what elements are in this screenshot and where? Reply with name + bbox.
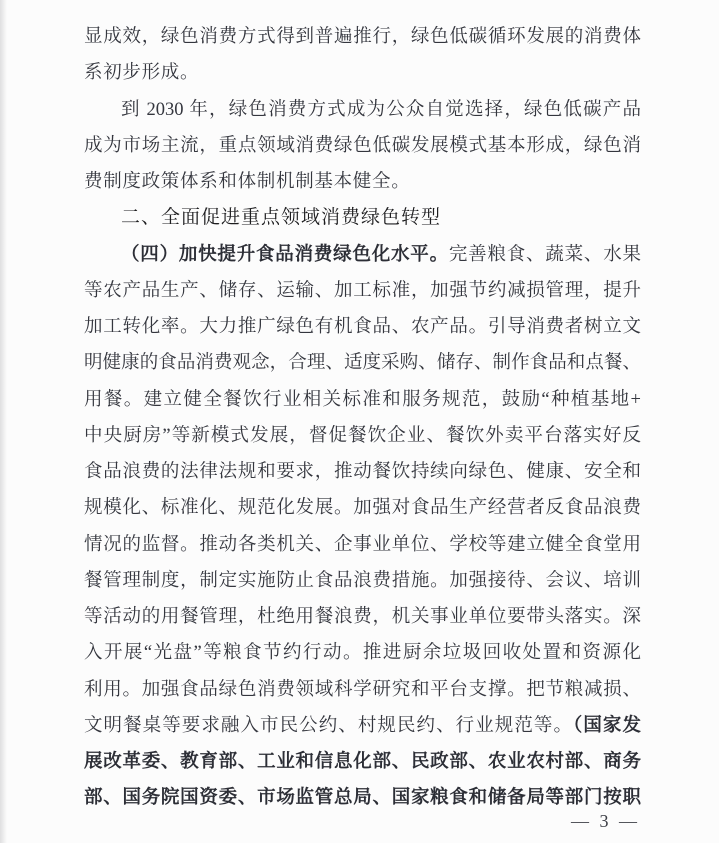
text-line	[84, 780, 641, 816]
document-lines	[84, 19, 641, 817]
text-line	[84, 273, 641, 309]
text-line	[84, 418, 641, 454]
text-segment: 成为市场主流，重点领域消费绿色低碳发展模式基本形成，绿色消	[84, 135, 641, 156]
text-line	[84, 490, 641, 526]
text-segment: 用餐。建立健全餐饮行业相关标准和服务规范，鼓励“种植基地+	[84, 389, 641, 410]
text-segment: 费制度政策体系和体制机制基本健全。	[84, 172, 411, 192]
text-segment: 完善粮食、蔬菜、水果	[448, 244, 641, 265]
text-line	[84, 527, 641, 563]
text-line	[84, 55, 641, 91]
text-segment: 到 2030 年，绿色消费方式成为公众自觉选择，绿色低碳产品	[121, 99, 641, 120]
scan-edge-shade	[0, 0, 7, 843]
text-line	[84, 345, 641, 381]
text-line	[84, 599, 641, 635]
text-line	[84, 309, 641, 345]
text-line	[84, 237, 641, 273]
text-line	[84, 708, 641, 744]
text-segment: 规模化、标准化、规范化发展。加强对食品生产经营者反食品浪费	[84, 498, 641, 519]
text-segment: 食品浪费的法律法规和要求，推动餐饮持续向绿色、健康、安全和	[84, 462, 641, 482]
text-segment: 展改革委、教育部、工业和信息化部、民政部、农业农村部、商务	[84, 752, 641, 772]
text-segment: （国家发	[573, 715, 641, 736]
text-line	[84, 563, 641, 599]
text-line	[84, 128, 641, 164]
text-segment: 部、国务院国资委、市场监管总局、国家粮食和储备局等部门按职	[84, 788, 641, 809]
text-segment: 餐管理制度，制定实施防止食品浪费措施。加强接待、会议、培训	[84, 570, 641, 591]
text-segment: 明健康的食品消费观念，合理、适度采购、储存、制作食品和点餐、	[84, 353, 641, 374]
text-segment: （四）加快提升食品消费绿色化水平。	[121, 244, 449, 265]
text-line	[84, 454, 641, 490]
text-segment: 二、全面促进重点领域消费绿色转型	[121, 207, 442, 229]
text-line	[84, 635, 641, 671]
text-segment: 情况的监督。推动各类机关、企事业单位、学校等建立健全食堂用	[84, 534, 641, 555]
text-line	[84, 19, 641, 55]
text-line	[84, 164, 641, 200]
text-segment: 加工转化率。大力推广绿色有机食品、农产品。引导消费者树立文	[84, 317, 641, 337]
text-line	[84, 744, 641, 780]
text-segment: 等活动的用餐管理，杜绝用餐浪费，机关事业单位要带头落实。深	[84, 607, 641, 627]
text-segment: 中央厨房”等新模式发展，督促餐饮企业、餐饮外卖平台落实好反	[84, 425, 641, 446]
text-line	[84, 382, 641, 418]
text-segment: 入开展“光盘”等粮食节约行动。推进厨余垃圾回收处置和资源化	[84, 643, 641, 664]
text-line	[84, 92, 641, 128]
section-heading	[84, 200, 641, 236]
page-number: — 3 —	[571, 811, 640, 831]
text-segment: 等农产品生产、储存、运输、加工标准，加强节约减损管理，提升	[84, 280, 641, 301]
text-segment: 系初步形成。	[84, 63, 200, 84]
text-segment: 利用。加强食品绿色消费领域科学研究和平台支撑。把节粮减损、	[84, 679, 641, 700]
text-line	[84, 672, 641, 708]
text-segment: 显成效，绿色消费方式得到普遍推行，绿色低碳循环发展的消费体	[84, 27, 641, 47]
text-segment: 文明餐桌等要求融入市民公约、村规民约、行业规范等。	[84, 715, 574, 736]
